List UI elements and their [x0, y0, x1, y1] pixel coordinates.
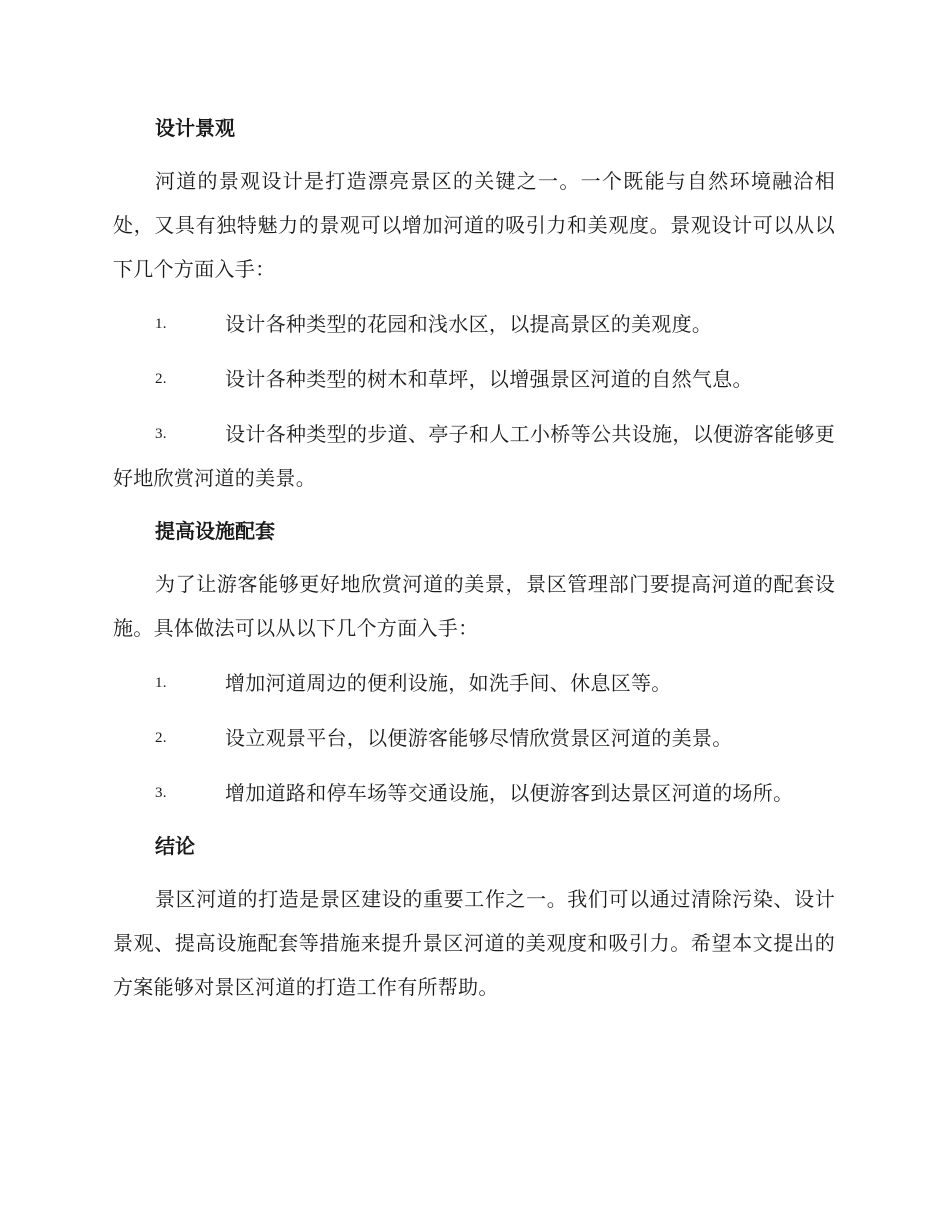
list-number: 1. [155, 316, 167, 332]
list-item-text: 增加道路和停车场等交通设施，以便游客到达景区河道的场所。 [225, 781, 794, 805]
list-number: 3. [155, 426, 167, 442]
list-number: 3. [155, 785, 167, 801]
section-heading-conclusion: 结论 [155, 834, 195, 858]
list-number: 1. [155, 675, 167, 691]
list-item-text: 设计各种类型的树木和草坪，以增强景区河道的自然气息。 [225, 367, 753, 391]
list-item [113, 357, 835, 401]
section-paragraph-landscape: 河道的景观设计是打造漂亮景区的关键之一。一个既能与自然环境融洽相处，又具有独特魅力的景观可以增加河道的吸引力和美观度。景观设计可以从以下几个方面入手： [113, 169, 835, 281]
section-heading-facilities: 提高设施配套 [155, 519, 275, 543]
list-item-text: 设计各种类型的花园和浅水区，以提高景区的美观度。 [225, 312, 713, 336]
list-item [113, 771, 835, 815]
list-item [113, 302, 835, 346]
list-number: 2. [155, 730, 167, 746]
list-item [113, 716, 835, 760]
list-item-text: 增加河道周边的便利设施，如洗手间、休息区等。 [225, 671, 672, 695]
section-paragraph-conclusion: 景区河道的打造是景区建设的重要工作之一。我们可以通过清除污染、设计景观、提高设施配套等措施来提升景区河道的美观度和吸引力。希望本文提出的方案能够对景区河道的打造工作有所帮助。 [113, 887, 835, 999]
section-paragraph-facilities: 为了让游客能够更好地欣赏河道的美景，景区管理部门要提高河道的配套设施。具体做法可以从以下几个方面入手： [113, 572, 835, 640]
list-item [113, 412, 835, 500]
list-item [113, 661, 835, 705]
list-item-text: 设立观景平台，以便游客能够尽情欣赏景区河道的美景。 [225, 726, 733, 750]
document-page [113, 108, 835, 1009]
list-item-text: 设计各种类型的步道、亭子和人工小桥等公共设施，以便游客能够更好地欣赏河道的美景。 [113, 422, 835, 490]
section-heading-landscape: 设计景观 [155, 116, 235, 140]
list-number: 2. [155, 371, 167, 387]
